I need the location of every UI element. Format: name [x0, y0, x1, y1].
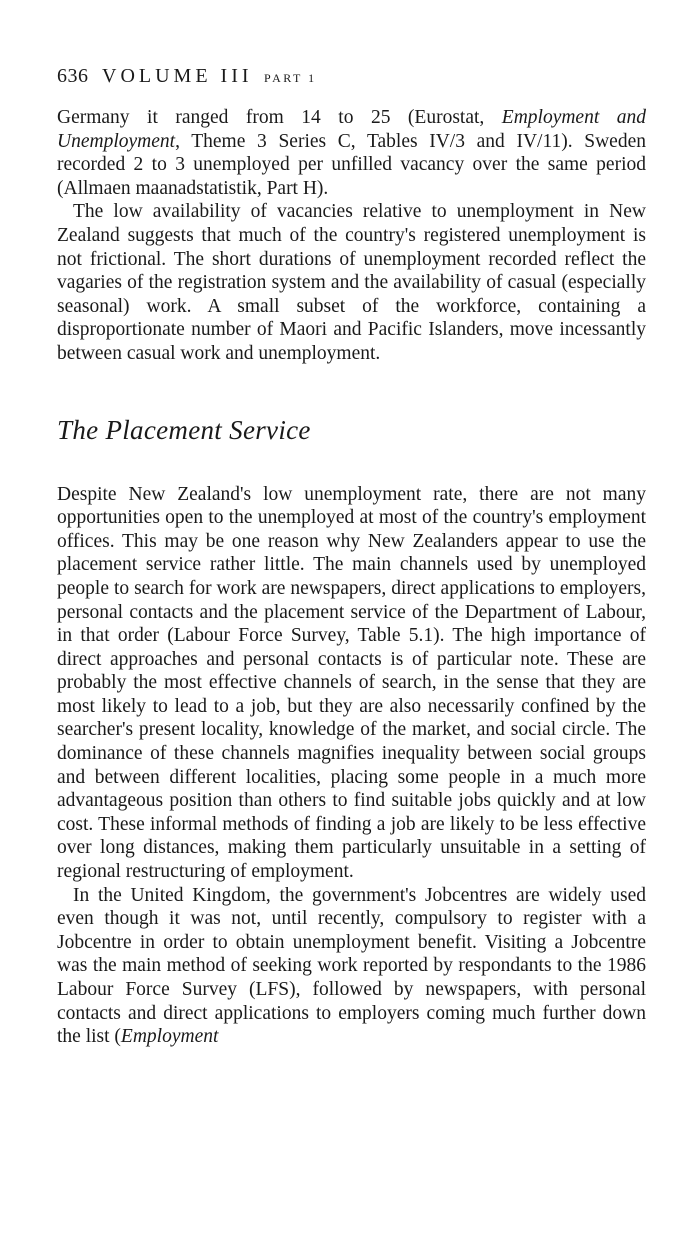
paragraph-united-kingdom: [57, 884, 646, 1049]
paragraph-placement-service: Despite New Zealand's low unemployment rate, there are not many opportunities open to the unemployed at most of the country's employment offices. This may be one reason why New Zealanders appear to use the placement service rather little. The main channels used by unemployed people to search for work are newspapers, direct applications to employers, personal contacts and the placement service of the Department of Labour, in that order (Labour Force Survey, Table 5.1). The high importance of direct approaches and personal contacts is of particular note. These are probably the most effective channels of search, in the sense that they are most likely to lead to a job, but they are also necessarily confined by the searcher's present locality, knowledge of the market, and social circle. The dominance of these channels magnifies inequality between social groups and between different localities, placing some people in a much more advantageous position than others to find suitable jobs quickly and at low cost. These informal methods of finding a job are likely to be less effective over long distances, making them particularly unsuitable in a setting of regional restructuring of employment.: [57, 483, 646, 883]
volume-label: VOLUME III: [102, 65, 253, 87]
section-heading: The Placement Service: [57, 414, 311, 445]
citation-title: Employment and Unemployment: [57, 107, 646, 152]
paragraph-vacancies: The low availability of vacancies relative to unemployment in New Zealand suggests that much of the country's registered unemployment is not frictional. The short durations of unemployment recorded reflect the vagaries of the registration system and the availability of casual (especially seasonal) work. A small subset of the workforce, containing a disproportionate number of Maori and Pacific Islanders, move incessantly between casual work and unemployment.: [57, 201, 646, 364]
book-page: [57, 62, 646, 1049]
citation-title: Employment: [120, 1026, 219, 1048]
part-label: PART 1: [264, 71, 317, 85]
paragraph-text: In the United Kingdom, the government's Jobcentres are widely used even though it was not, until recently, compulsory to register with a Jobcentre in order to obtain unemployment benefit. Visiting a Jobcentre was the main method of seeking work reported by respondants to the 1986 Labour Force Survey (LFS), followed by newspapers, with personal contacts and direct applications to employers coming much further down the list (: [57, 884, 646, 1048]
page-number: 636: [57, 65, 89, 87]
paragraph-text: , Theme 3 Series C, Tables IV/3 and IV/11). Sweden recorded 2 to 3 unemployed per unfilled vacancy over the same period (Allmaen maanadstatistik, Part H).: [57, 130, 646, 199]
running-head: [57, 62, 646, 106]
paragraph-text: Germany it ranged from 14 to 25 (Eurostat,: [57, 107, 502, 128]
paragraph-continued: [57, 106, 646, 200]
